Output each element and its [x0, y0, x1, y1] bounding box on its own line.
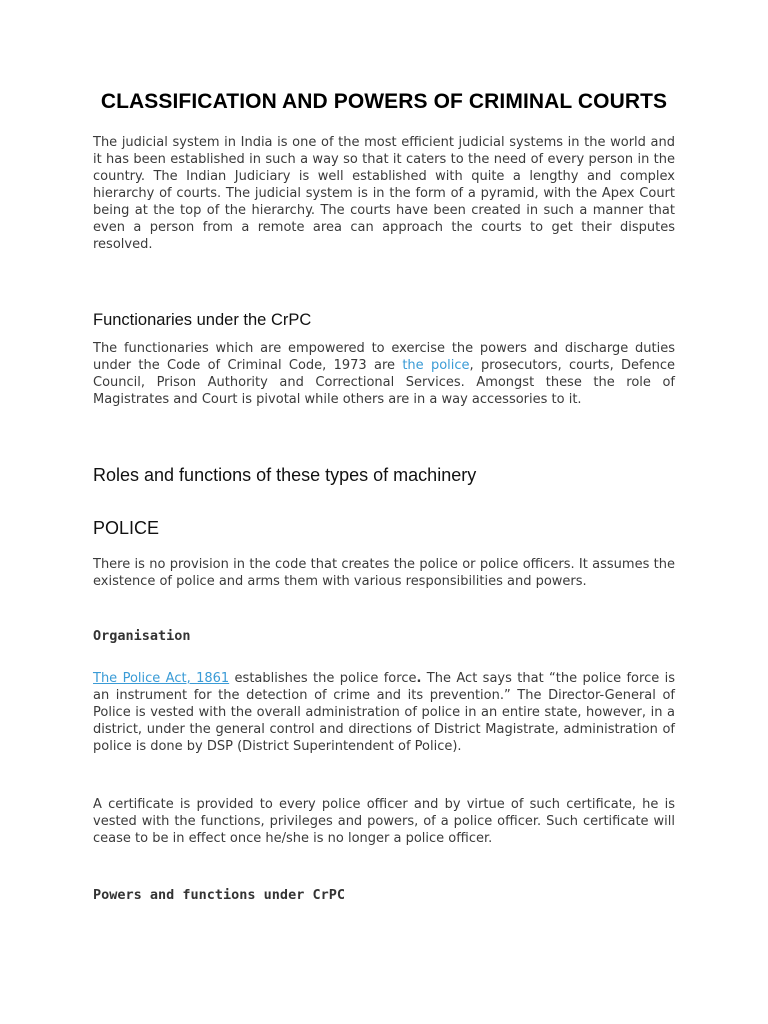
functionaries-paragraph [93, 340, 675, 408]
organisation-paragraph [93, 670, 675, 755]
organisation-text-end: The Act says that “the police force is an instrument for the detection of crime and its prevention.” The Director-General of Police is vested with the overall administration of police in an entire state, however, in a district, under the general control and directions of District Magistrate, administration of police is done by DSP (District Superintendent of Police). [93, 671, 675, 754]
police-paragraph: There is no provision in the code that creates the police or police officers. It assumes the existence of police and arms them with various responsibilities and powers. [93, 557, 675, 589]
intro-paragraph: The judicial system in India is one of the most efficient judicial systems in the world and it has been established in such a way so that it caters to the need of every person in the country. The Indian Judiciary is well established with quite a lengthy and complex hierarchy of courts. The judicial system is in the form of a pyramid, with the Apex Court being at the top of the hierarchy. The courts have been created in such a manner that even a person from a remote area can approach the courts to get their disputes resolved. [93, 135, 675, 252]
organisation-heading: Organisation [93, 628, 191, 644]
functionaries-text-start: The functionaries which are empowered to exercise the powers and discharge duties under the Code of Criminal Code, 1973 are [93, 341, 675, 373]
organisation-period: . [416, 671, 422, 686]
powers-heading: Powers and functions under CrPC [93, 887, 345, 903]
organisation-text-mid: establishes the police force [229, 671, 417, 686]
functionaries-text-end: , prosecutors, courts, Defence Council, Prison Authority and Correctional Services. Amongst these the role of Magistrates and Court is pivotal while others are in a way accessories to it. [93, 358, 675, 407]
roles-heading: Roles and functions of these types of machinery [93, 465, 477, 485]
police-heading: POLICE [93, 518, 160, 538]
the-police-link[interactable]: the police [395, 358, 470, 373]
police-act-link[interactable]: The Police Act, 1861 [93, 671, 230, 686]
page-title: CLASSIFICATION AND POWERS OF CRIMINAL COURTS [100, 90, 668, 113]
certificate-paragraph: A certificate is provided to every police officer and by virtue of such certificate, he is vested with the functions, privileges and powers, of a police officer. Such certificate will cease to be in effect once he/she is no longer a police officer. [93, 797, 675, 846]
functionaries-heading: Functionaries under the CrPC [93, 311, 312, 329]
